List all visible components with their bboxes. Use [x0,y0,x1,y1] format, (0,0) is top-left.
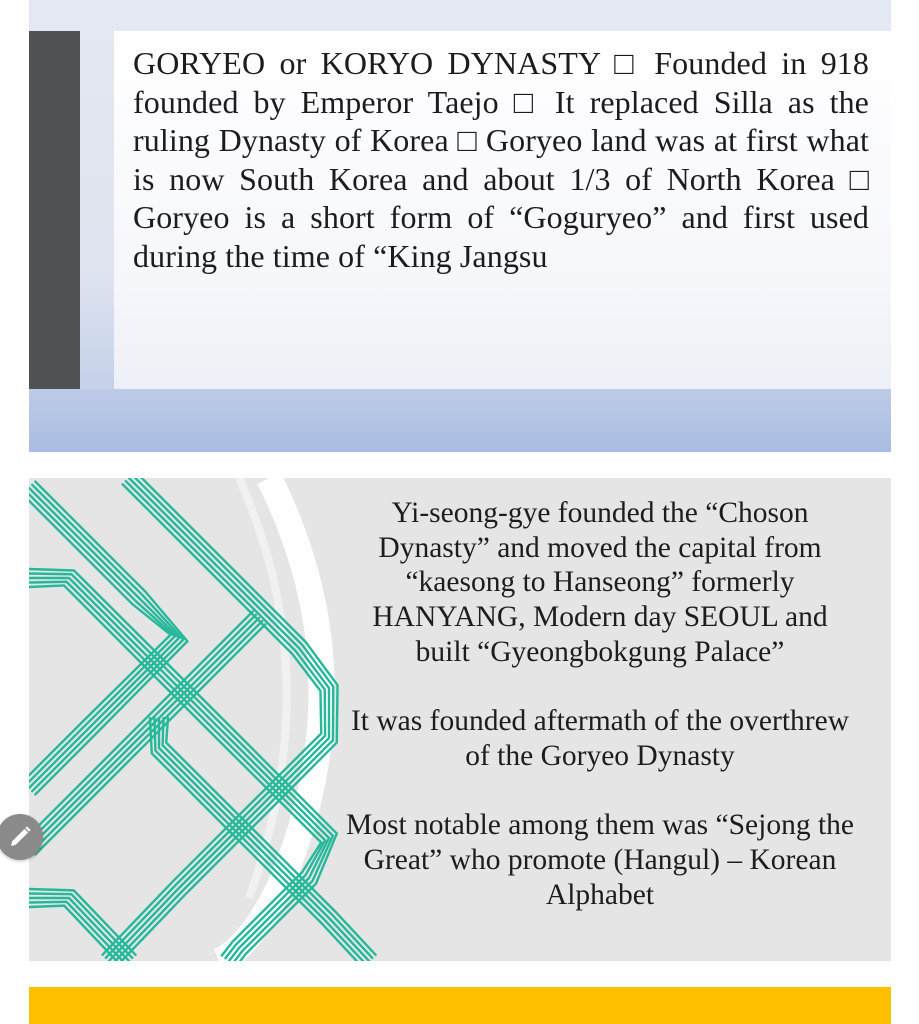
slide-goryeo-dynasty [29,0,891,452]
pattern-line [29,494,171,781]
slide-bottom-band [29,389,891,452]
slide-text-panel [114,31,891,389]
pencil-icon [8,825,32,849]
slide-yellow-strip [29,987,891,1024]
pattern-line [29,488,179,788]
choson-paragraph-1: Yi-seong-gye founded the “Choson Dynasty” and moved the capital from “kaesong to Hanseong” formerly HANYANG, Modern day SEOUL and built “Gyeongbokgung Palace” [372,497,828,668]
choson-paragraph-3: Most notable among them was “Sejong the Great” who promote (Hangul) – Korean Alphabet [346,809,854,911]
pattern-line [29,491,175,785]
slide-side-bar [29,31,80,389]
slide-choson-dynasty [29,478,891,961]
goryeo-description: GORYEO or KORYO DYNASTY □ Founded in 918 founded by Emperor Taejo □ It replaced Silla as the ruling Dynasty of Korea □ Goryeo land was at first what is now South Korea and about 1/3 of North Korea □ Goryeo is a short form of “Goguryeo” and first used during the time of “King Jangsu [133,45,869,274]
pattern-line [32,485,183,791]
choson-paragraph-2: It was founded aftermath of the overthrew of the Goryeo Dynasty [350,705,850,772]
slide-text-block [344,496,856,947]
